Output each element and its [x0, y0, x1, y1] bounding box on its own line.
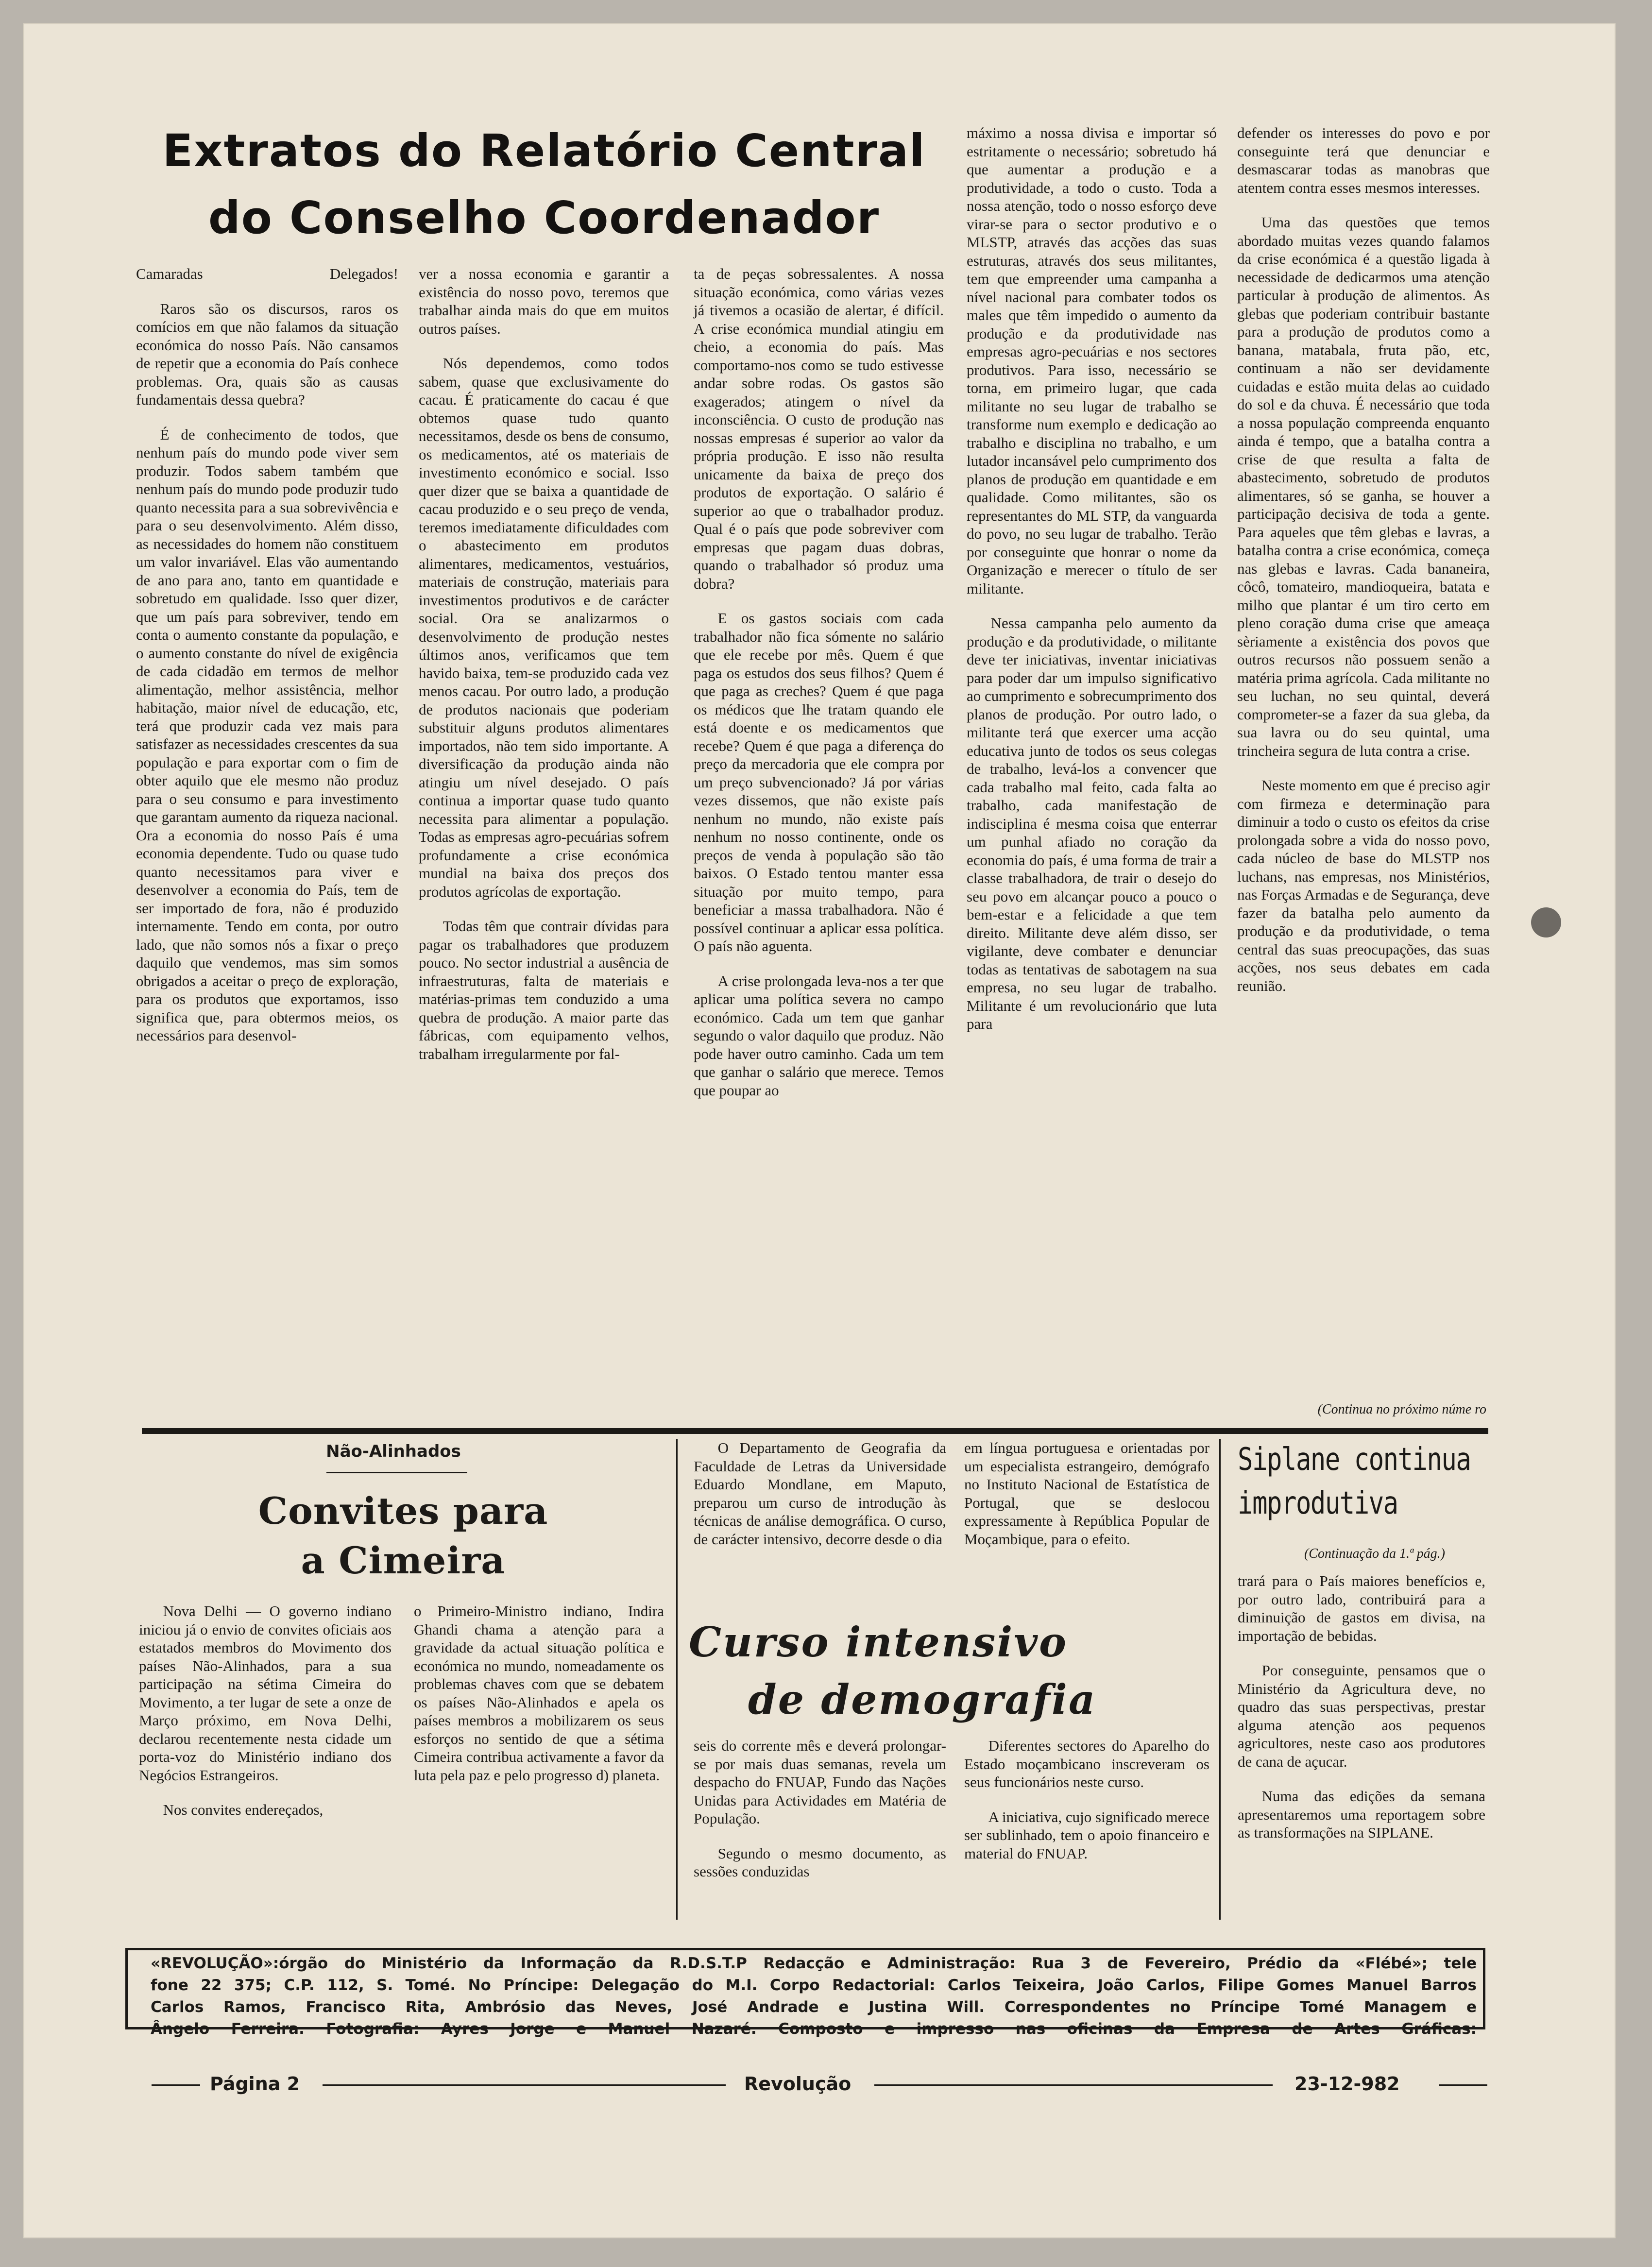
siplane-continuation: (Continuação da 1.ª pág.)	[1304, 1546, 1446, 1561]
report-column-5	[1237, 124, 1490, 995]
curso-title-line-2: de demografia	[748, 1675, 1097, 1723]
convites-column-1	[139, 1602, 392, 1819]
paragraph: Nova Delhi — O governo indiano iniciou já o envio de convites oficiais aos estatados membros do Movimento dos países Não-Alinhados, para a sua participação na sétima Cimeira do Movimento, a ter lugar de sete a onze de Março próximo, em Nova Delhi, declarou recentemente nesta cidade um porta-voz do Ministério indiano dos Negócios Estrangeiros.	[139, 1602, 392, 1784]
curso-intro-left	[694, 1439, 946, 1548]
convites-title-line-2: a Cimeira	[301, 1539, 506, 1582]
report-column-3	[694, 265, 944, 1099]
paragraph: Diferentes sectores do Aparelho do Estado moçambicano inscreveram os seus funcionários neste curso.	[964, 1737, 1209, 1790]
curso-body-right	[964, 1737, 1209, 1862]
paragraph: trará para o País maiores benefícios e, por outro lado, contribuirá para a diminuição de gastos em divisa, na importação de bebidas.	[1238, 1572, 1485, 1644]
siplane-headline	[1238, 1438, 1484, 1525]
paragraph: Numa das edições da semana apresentaremos uma reportagem sobre as transformações na SIPLANE.	[1238, 1788, 1485, 1841]
paragraph: o Primeiro-Ministro indiano, Indira Ghandi chama a atenção para a gravidade da actual situação política e económica no mundo, nomeadamente os problemas chaves com que se debatem os países Não-Alinhados e apela os países membros a mobilizarem os seus esforços no sentido de que a sétima Cimeira contribua activamente a favor da luta pela paz e pelo progresso d) planeta.	[414, 1602, 664, 1784]
report-column-4	[967, 124, 1217, 1033]
convites-kicker: Não-Alinhados	[326, 1442, 461, 1461]
footer-paper-name: Revolução	[744, 2073, 852, 2095]
paragraph: Todas têm que contrair dívidas para pagar os trabalhadores que produzem pouco. No sector industrial a ausência de infraestruturas, falta de materiais e matérias-primas tem conduzido a uma quebra de produção. A maior parte das fábricas, com equipamento velhos, trabalham irregularmente por fal-	[419, 918, 669, 1062]
continued-note: (Continua no próximo núme ro	[1317, 1402, 1486, 1417]
headline-line-2: do Conselho Coordenador	[208, 192, 880, 244]
paragraph: máximo a nossa divisa e importar só estritamente o necessário; sobretudo há que aumentar a produção e a produtividade, a todo o custo. Toda a nossa atenção, todo o nosso esforço deve virar-se para o sector produtivo e o MLSTP, através das acções das suas estruturas, através dos seus militantes, tem que empreender uma campanha a nível nacional para combater todos os males que têm impedido o aumento da produção e da produtividade nas empresas agro-pecuárias e nos sectores produtivos. Para isso, necessário se torna, em primeiro lugar, que cada militante no seu lugar de trabalho se transforme num exemplo e dedicação ao trabalho e disciplina no trabalho, e um lutador incansável pelo cumprimento dos planos de produção em quantidade e em qualidade. Como militantes, são os representantes do ML STP, da vanguarda do povo, no seu lugar de trabalho. Terão por conseguinte que honrar o nome da Organização e merecer o título de ser militante.	[967, 124, 1217, 597]
footer-rule	[323, 2084, 726, 2086]
paragraph: Por conseguinte, pensamos que o Ministério da Agricultura deve, no quadro das suas perspectivas, prestar alguma atenção aos pequenos agricultores, neste caso aos produtores de cana de açucar.	[1238, 1662, 1485, 1770]
paragraph: seis do corrente mês e deverá prolongar-se por mais duas semanas, revela um despacho do FNUAP, Fundo das Nações Unidas para Actividades em Matéria de População.	[694, 1737, 946, 1827]
paragraph: A crise prolongada leva-nos a ter que aplicar uma política severa no campo económico. Cada um tem que ganhar segundo o valor daquilo que produz. Não pode haver outro caminho. Cada um tem que ganhar o salário que merece. Temos que poupar ao	[694, 972, 944, 1099]
paragraph: ta de peças sobressalentes. A nossa situação económica, como várias vezes já tivemos a ocasião de alertar, é difícil. A crise económica mundial atingiu em cheio, a economia do país. Mas comportamo-nos como se tudo estivesse andar sobre rodas. Os gastos são exagerados; atingem o nível da inconsciência. O custo de produção nas nossas empresas é superior ao valor da própria produção. E isso não resulta unicamente da baixa de preço dos produtos de exportação. O salário é superior ao que o trabalhador produz. Qual é o país que pode sobreviver com empresas que pagam duas dobras, quando o trabalhador só produz uma dobra?	[694, 265, 944, 592]
curso-headline	[685, 1614, 1224, 1728]
paragraph: Camaradas Delegados!	[136, 265, 398, 282]
section-divider	[142, 1428, 1488, 1434]
column-rule	[676, 1439, 678, 1920]
paragraph: É de conhecimento de todos, que nenhum país do mundo pode viver sem produzir. Todos sabem também que nenhum país do mundo pode produzir tudo quanto necessita para a sua sobrevivência e para o seu desenvolvimento. Além disso, as necessidades do homem não constituem um valor invariável. Elas vão aumentando de ano para ano, tanto em quantidade e sobretudo em qualidade. Isso quer dizer, que um país para sobreviver, tendo em conta o aumento constante da população, e o aumento constante do nível de exigência de cada cidadão em termos de melhor alimentação, melhor assistência, melhor habitação, maior nível de educação, etc, terá que produzir cada vez mais para satisfazer as necessidades crescentes da sua população e para exportar com o fim de obter aquilo que ele mesmo não produz para o seu consumo e para investimento que garantam aumento da riqueza nacional. Ora a economia do nosso País é uma economia dependente. Tudo ou quase tudo quanto necessitamos para viver e desenvolver a economia do País, tem de ser importado de fora, não é produzido internamente. Tendo em conta, por outro lado, que não somos nós a fixar o preço daquilo que vendemos, mas sim somos obrigados a aceitar o preço de exploração, para os produtos que exportamos, isso significa que, para obtermos meios, os necessários para desenvol-	[136, 426, 398, 1044]
paragraph: Neste momento em que é preciso agir com firmeza e determinação para diminuir a todo o custo os efeitos da crise prolongada sobre a vida do nosso povo, cada núcleo de base do MLSTP nos luchans, nas empresas, nos Ministérios, nas Forças Armadas e de Segurança, deve fazer da batalha pelo aumento da produção e da produtividade, o tema central das suas preocupações, das suas acções, nos seus debates em cada reunião.	[1237, 777, 1490, 994]
footer-rule	[1439, 2084, 1487, 2086]
siplane-title-line-1: Siplane continua	[1238, 1442, 1471, 1478]
imprint-line-1: «REVOLUÇÃO»:órgão do Ministério da Informação da R.D.S.T.P Redacção e Administração: Rua 3 de Fevereiro, Prédio da «Flébé»; tele	[151, 1955, 1477, 1972]
curso-body-left	[694, 1737, 946, 1881]
report-column-2	[419, 265, 669, 1063]
paragraph: Nos convites endereçados,	[163, 1801, 324, 1818]
paragraph: E os gastos sociais com cada trabalhador não fica sómente no salário que ele recebe por mês. Quem é que paga os estudos dos seus filhos? Quem é que paga as creches? Quem é que paga os médicos que lhe tratam quando ele está doente e os medicamentos que recebe? Quem é que paga a diferença do preço da mercadoria que ele compra por um preço subvencionado? Já por várias vezes dissemos, que não existe país nenhum no mundo, não existe país nenhum no nosso continente, onde os preços de venda à população são tão baixos. O Estado tentou manter essa situação por muito tempo, para beneficiar a massa trabalhadora. Não é possível continuar a aplicar essa política. O país não aguenta.	[694, 610, 944, 955]
paragraph: Nessa campanha pelo aumento da produção e da produtividade, o militante deve ter iniciativas, inventar iniciativas para poder dar um impulso significativo ao cumprimento e sobrecumprimento dos planos de produção. Por outro lado, o militante terá que exercer uma acção educativa junto de todos os seus colegas de trabalho, levá-los a convencer que cada trabalho mal feito, cada falta ao trabalho, cada manifestação de indisciplina é mesma coisa que enterrar um punhal afiado no coração da economia do país, é uma forma de trair a classe trabalhadora, de trair o desejo do seu povo em alcançar pouco a pouco o bem-estar e a felicidade a que tem direito. Militante deve além disso, ser vigilante, deve combater e denunciar todas as tentativas de sabotagem na sua empresa, no seu lugar de trabalho. Militante é um revolucionário que luta para	[967, 614, 1217, 1032]
paragraph: em língua portuguesa e orientadas por um especialista estrangeiro, demógrafo no Instituto Nacional de Estatística de Portugal, que se deslocou expressamente à República Popular de Moçambique, para o efeito.	[964, 1439, 1209, 1548]
paragraph: Raros são os discursos, raros os comícios em que não falamos da situação económica do nosso País. Não cansamos de repetir que a economia do País conhece problemas. Ora, quais são as causas fundamentais dessa quebra?	[136, 300, 398, 408]
report-column-1	[136, 265, 398, 1045]
paragraph: Uma das questões que temos abordado muitas vezes quando falamos da crise económica é a questão ligada à necessidade de dedicarmos uma atenção particular à produção de alimentos. As glebas que poderiam contribuir bastante para a produção de produtos como a banana, matabala, fruta pão, etc, continuam a não ser devidamente cuidadas e estão muita delas ao cuidado do sol e da chuva. É necessário que toda a nossa população compreenda enquanto ainda é tempo, que a batalha contra a crise de que resulta a falta de abastecimento, sobretudo de produtos alimentares, só se ganha, se houver a participação decisiva de toda a gente. Para aqueles que têm glebas e lavras, a batalha contra a crise económica, começa nas glebas e lavras. Cada bananeira, côcô, tomateiro, mandioqueira, batata e milho que plantar é um tiro certo em pleno coração duma crise que ameaça sèriamente a existência dos povos que outros recursos não possuem senão a matéria prima agrícola. Cada militante no seu luchan, no seu quintal, deverá comprometer-se a fazer da sua gleba, da sua lavra ou do seu quintal, uma trincheira segura de luta contra a crise.	[1237, 214, 1490, 759]
imprint-text	[151, 1953, 1477, 2040]
imprint-line-4: Ângelo Ferreira. Fotografia: Ayres Jorge e Manuel Nazaré. Composto e impresso nas oficinas da Empresa de Artes Gráficas:	[151, 2020, 1477, 2038]
binder-hole	[1531, 907, 1561, 937]
curso-title-line-1: Curso intensivo	[689, 1618, 1068, 1666]
footer-page-number: Página 2	[210, 2073, 300, 2095]
convites-title-line-1: Convites para	[258, 1489, 548, 1533]
footer-rule	[152, 2084, 200, 2086]
imprint-line-3: Carlos Ramos, Francisco Rita, Ambrósio das Neves, José Andrade e Justina Will. Correspondentes no Príncipe Tomé Managem e	[151, 1998, 1477, 2016]
imprint-line-2: fone 22 375; C.P. 112, S. Tomé. No Príncipe: Delegação do M.I. Corpo Redactorial: Carlos Teixeira, João Carlos, Filipe Gomes Manuel Barros	[151, 1977, 1477, 1994]
siplane-body	[1238, 1572, 1485, 1842]
paragraph: O Departamento de Geografia da Faculdade de Letras da Universidade Eduardo Mondlane, em Maputo, preparou um curso de introdução às técnicas de análise demográfica. O curso, de carácter intensivo, decorre desde o dia	[694, 1439, 946, 1548]
paragraph: ver a nossa economia e garantir a existência do nosso povo, teremos que trabalhar ainda mais do que em muitos outros países.	[419, 265, 669, 337]
convites-column-2	[414, 1602, 664, 1784]
paragraph: defender os interesses do povo e por conseguinte terá que denunciar e desmascarar todas as manobras que atentem contra esses mesmos interesses.	[1237, 124, 1490, 196]
paragraph: A iniciativa, cujo significado merece ser sublinhado, tem o apoio financeiro e material do FNUAP.	[964, 1808, 1209, 1862]
kicker-underline	[326, 1472, 467, 1473]
footer-rule	[874, 2084, 1273, 2086]
report-headline	[126, 118, 962, 252]
paragraph: Nós dependemos, como todos sabem, quase que exclusivamente do cacau. É praticamente do cacau é que obtemos quase tudo quanto necessitamos, desde os bens de consumo, os medicamentos, até os materiais de investimento económico e social. Isso quer dizer que se baixa a quantidade de cacau produzido e o seu preço de venda, teremos imediatamente dificuldades com o abastecimento em produtos alimentares, medicamentos, vestuários, materiais de construção, materiais para investimentos produtivos e de carácter social. Ora se analizarmos o desenvolvimento de produção nestes últimos anos, verificamos que tem havido baixa, tem-se produzido cada vez menos cacau. Por outro lado, a produção de produtos nacionais que poderiam substituir alguns produtos alimentares importados, não tem sido importante. A diversificação da produção ainda não atingiu um nível desejado. O país continua a importar quase tudo quanto necessita para alimentar a população. Todas as empresas agro-pecuárias sofrem profundamente a crise económica mundial na baixa dos preços dos produtos agrícolas de exportação.	[419, 355, 669, 900]
siplane-title-line-2: improdutiva	[1238, 1485, 1398, 1521]
footer-date: 23-12-982	[1294, 2073, 1400, 2095]
headline-line-1: Extratos do Relatório Central	[162, 125, 926, 177]
curso-intro-right	[964, 1439, 1209, 1548]
convites-headline	[146, 1486, 661, 1585]
column-rule	[1219, 1439, 1221, 1920]
paragraph: Segundo o mesmo documento, as sessões conduzidas	[694, 1844, 946, 1880]
